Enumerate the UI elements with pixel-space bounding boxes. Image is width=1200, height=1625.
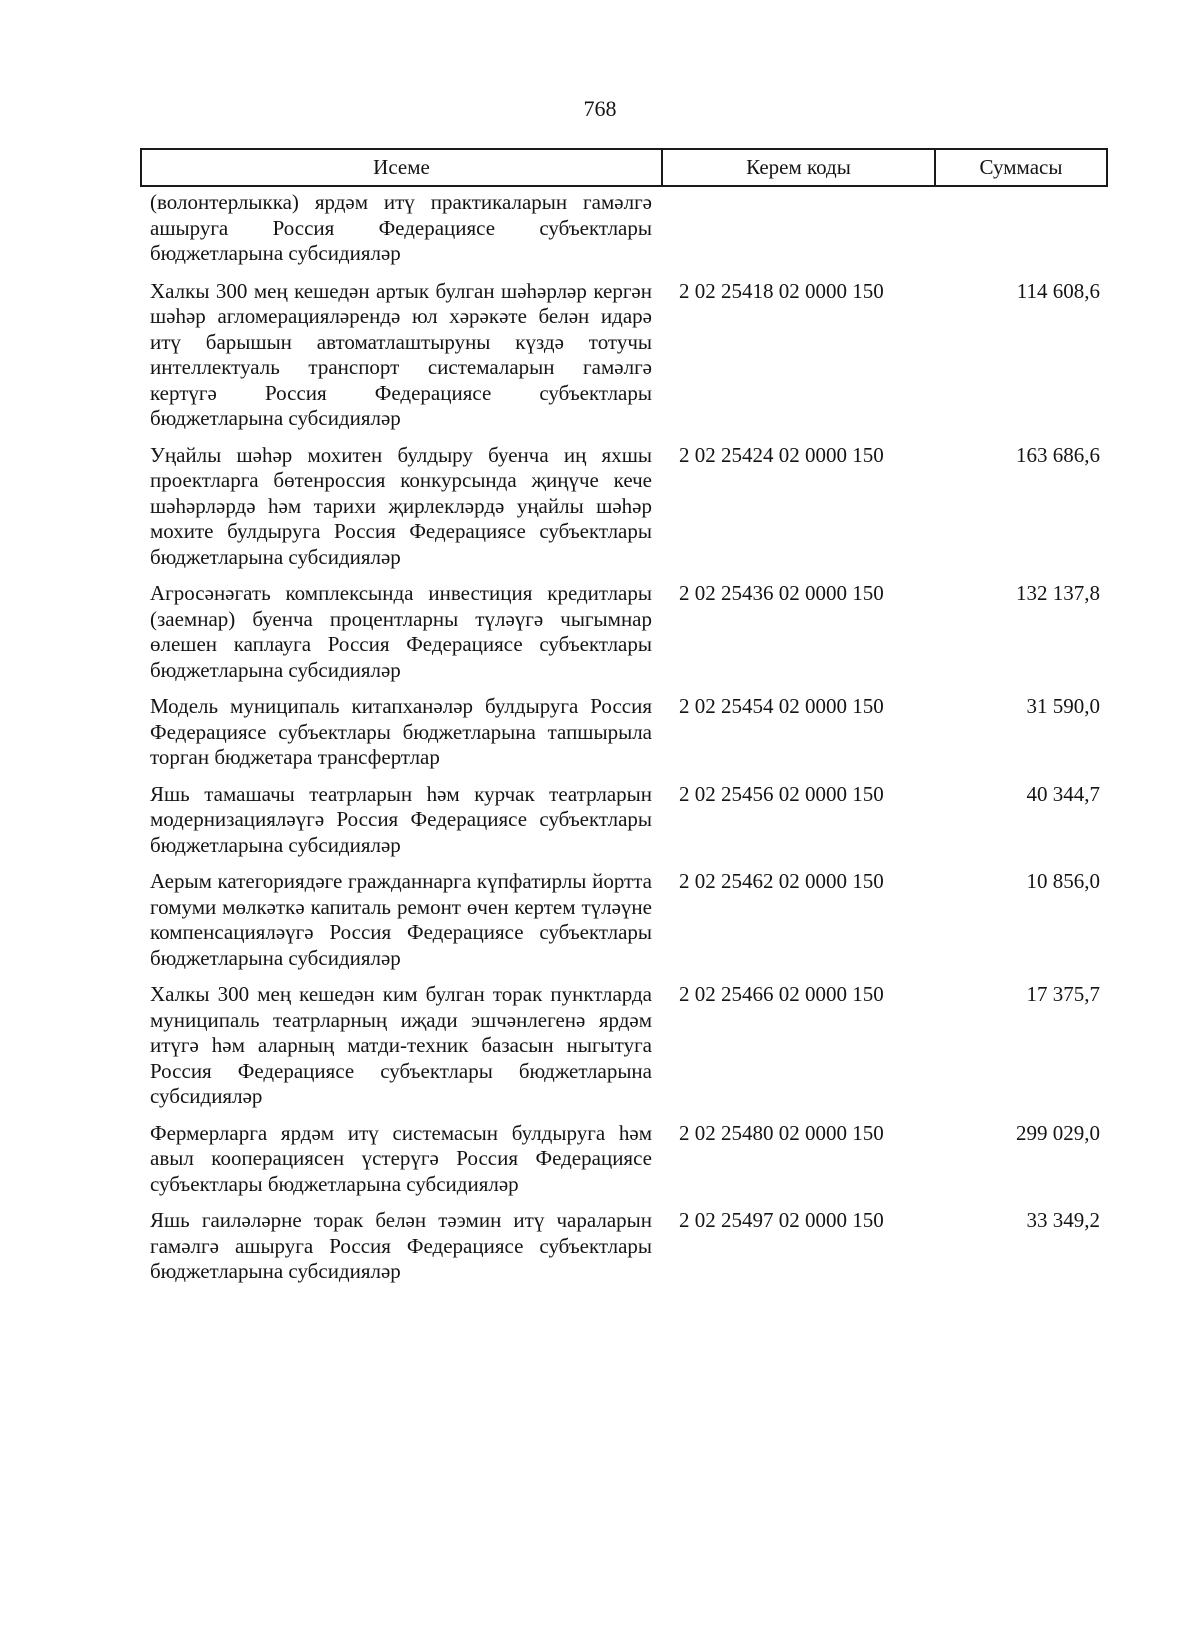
row-name: Яшь тамашачы театрларын һәм курчак театрларын модернизацияләүгә Россия Федерациясе субъектлары бюджетларына субсидияләр [150,781,652,857]
row-code: 2 02 25462 02 0000 150 [679,869,884,893]
row-code: 2 02 25480 02 0000 150 [679,1120,884,1145]
table-row [140,443,1108,571]
header-name: Исеме [142,150,663,185]
page-number: 768 [583,96,617,121]
row-name: Уңайлы шәһәр мохитен булдыру буенча иң яхшы проектларга бөтенроссия конкурсында җиңүче кече шәһәрләрдә һәм тарихи җирлекләрдә уңайлы шәһәр мохите булдыруга Россия Федерациясе субъектлары бюджетларына субсидияләр [150,442,652,569]
row-sum: 33 349,2 [1026,1208,1100,1232]
table-row [140,1121,1108,1198]
table-row [140,581,1108,683]
row-name: Агросәнәгать комплексында инвестиция кредитлары (заемнар) буенча процентларны түләүгә чыгымнар өлешен каплауга Россия Федерациясе субъектлары бюджетларына субсидияләр [150,581,652,682]
row-name: Фермерларга ярдәм итү системасын булдыруга һәм авыл кооперациясен үстерүгә Россия Федерациясе субъектлары бюджетларына субсидияләр [150,1120,652,1196]
row-name: Модель муниципаль китапханәләр булдыруга Россия Федерациясе субъектлары бюджетларына тапшырыла торган бюджетара трансфертлар [150,694,652,769]
table-row [140,869,1108,971]
row-name: Аерым категориядәге гражданнарга күпфатирлы йортта гомуми мөлкәткә капиталь ремонт өчен кертем түләүне компенсацияләүгә Россия Федерациясе субъектлары бюджетларына субсидияләр [150,869,652,970]
row-code: 2 02 25454 02 0000 150 [679,694,884,718]
row-sum: 132 137,8 [1016,581,1100,605]
row-sum: 40 344,7 [1026,781,1100,806]
row-code: 2 02 25424 02 0000 150 [679,442,884,467]
row-sum: 17 375,7 [1026,982,1100,1006]
table-row [140,1208,1108,1285]
row-name: Яшь гаиләләрне торак белән тәэмин итү чараларын гамәлгә ашыруга Россия Федерациясе субъектлары бюджетларына субсидияләр [150,1208,652,1283]
row-name: Халкы 300 мең кешедән ким булган торак пунктларда муниципаль театрларның иҗади эшчәнлегенә ярдәм итүгә һәм аларның матди-техник базасын ныгытуга Россия Федерациясе субъектлары бюджетларына субсидияләр [150,982,652,1108]
row-code: 2 02 25497 02 0000 150 [679,1208,884,1232]
row-sum: 163 686,6 [1016,442,1100,467]
table-body [140,190,1108,1296]
table-row [140,279,1108,432]
row-sum: 299 029,0 [1016,1120,1100,1145]
row-name: Халкы 300 мең кешедән артык булган шәһәрләр кергән шәһәр агломерацияләрендә юл хәрәкәте белән идарә итү барышын автоматлаштыруны күздә тотучы интеллектуаль транспорт системаларын гамәлгә кертүгә Россия Федерациясе субъектлары бюджетларына субсидияләр [150,278,652,430]
row-sum: 10 856,0 [1026,869,1100,893]
row-code: 2 02 25456 02 0000 150 [679,781,884,806]
table-header [140,148,1108,187]
header-code: Керем коды [663,150,936,185]
table-row [140,694,1108,771]
table-row [140,782,1108,859]
table-row [140,190,1108,267]
row-code: 2 02 25466 02 0000 150 [679,982,884,1006]
row-sum: 114 608,6 [1016,278,1100,303]
row-name: (волонтерлыкка) ярдәм итү практикаларын гамәлгә ашыруга Россия Федерациясе субъектлары бюджетларына субсидияләр [150,190,652,265]
row-code: 2 02 25418 02 0000 150 [679,278,884,303]
header-sum: Суммасы [979,155,1063,179]
row-code: 2 02 25436 02 0000 150 [679,581,884,605]
row-sum: 31 590,0 [1026,694,1100,718]
table-row [140,982,1108,1110]
